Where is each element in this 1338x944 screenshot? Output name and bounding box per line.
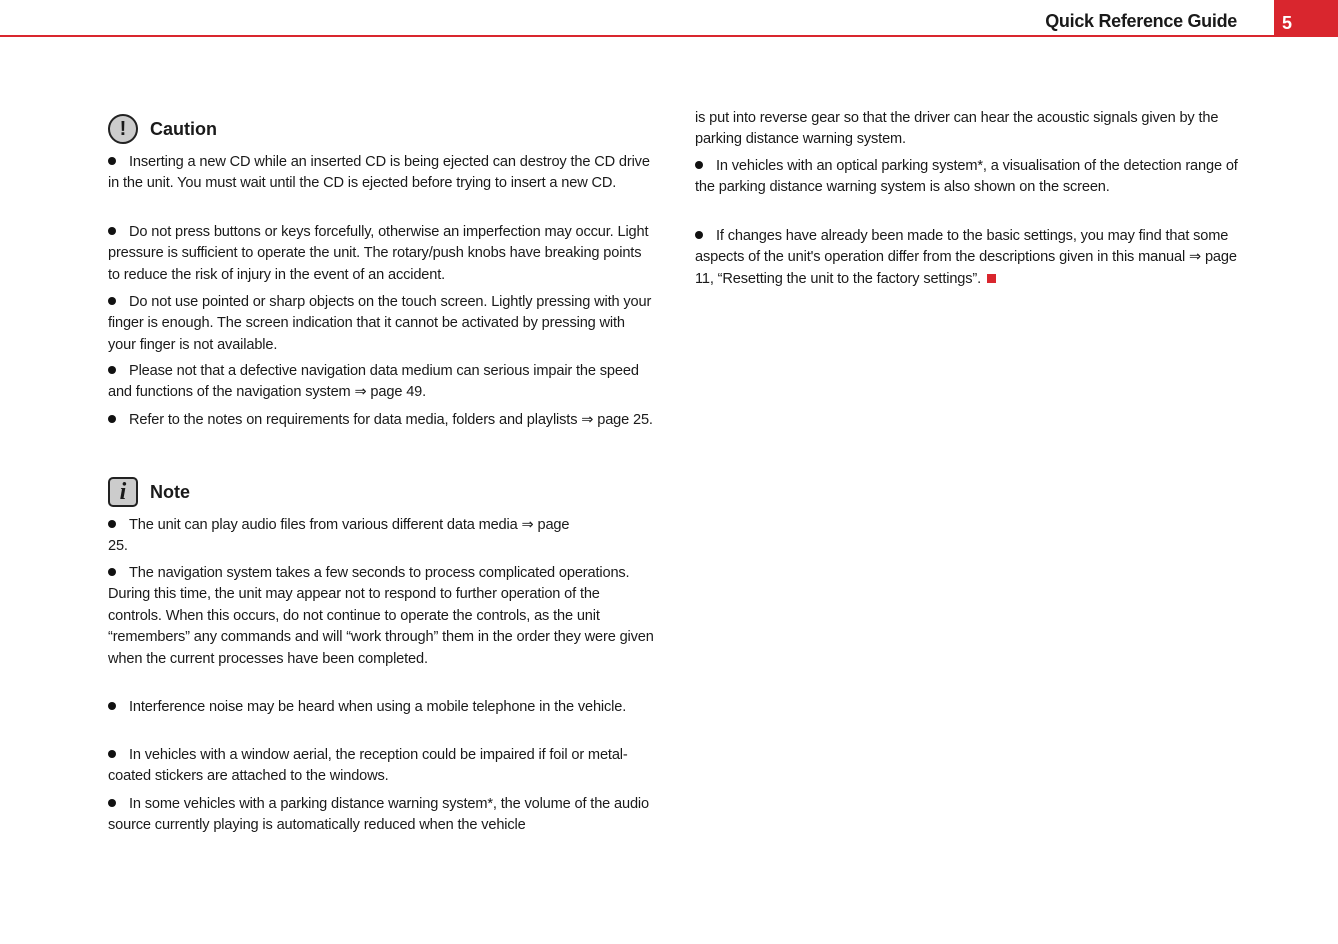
note-text: If changes have already been made to the basic settings, you may find that some aspects of the unit's operation differ from the descriptions given in this manual ⇒ page 11, “Resetting the unit to the factory settings”. [695,228,1237,287]
note-heading [108,477,190,507]
bullet-icon [108,227,116,235]
note-text: In vehicles with an optical parking system*, a visualisation of the detection range of the parking distance warning system is also shown on the screen. [695,158,1238,196]
end-marker-icon [987,274,996,283]
bullet-icon [108,702,116,710]
page-number: 5 [1274,0,1338,37]
note-text: The unit can play audio files from various different data media ⇒ page 25. [108,517,570,555]
note-item [695,156,1243,199]
caution-text: Please not that a defective navigation data medium can serious impair the speed and functions of the navigation system ⇒ page 49. [108,363,639,401]
note-item [108,745,656,788]
note-item [695,226,1243,290]
info-icon: i [108,477,138,507]
bullet-icon [108,415,116,423]
note-text: In vehicles with a window aerial, the reception could be impaired if foil or metal-coated stickers are attached to the windows. [108,747,628,785]
caution-text: Do not use pointed or sharp objects on the touch screen. Lightly pressing with your finger is enough. The screen indication that it cannot be activated by pressing with your finger is not available. [108,294,652,353]
header-rule [0,35,1274,37]
caution-text: Refer to the notes on requirements for data media, folders and playlists ⇒ page 25. [129,412,653,428]
header-title: Quick Reference Guide [1045,11,1237,31]
caution-item [108,410,656,431]
bullet-icon [108,297,116,305]
note-item [108,563,656,670]
bullet-icon [695,231,703,239]
note-title: Note [150,481,190,502]
caution-item [108,222,656,286]
note-item [108,794,656,837]
caution-item [108,292,656,356]
caution-text: Do not press buttons or keys forcefully, otherwise an imperfection may occur. Light pressure is sufficient to operate the unit. The rotary/push knobs have breaking points to reduce the risk of injury in the event of an accident. [108,224,649,283]
bullet-icon [108,366,116,374]
note-text: The navigation system takes a few seconds to process complicated operations. During this time, the unit may appear not to respond to further operation of the controls. When this occurs, do not continue to operate the controls, as the unit “remembers” any commands and will “work through” them in the order they were given when the current processes have been completed. [108,565,654,667]
note-text: Interference noise may be heard when using a mobile telephone in the vehicle. [129,699,627,715]
note-text: In some vehicles with a parking distance warning system*, the volume of the audio source currently playing is automatically reduced when the vehicle [108,796,649,834]
bullet-icon [108,568,116,576]
caution-heading [108,114,217,144]
caution-icon: ! [108,114,138,144]
caution-text: Inserting a new CD while an inserted CD is being ejected can destroy the CD drive in the unit. You must wait until the CD is ejected before trying to insert a new CD. [108,154,650,192]
bullet-icon [108,520,116,528]
note-item [108,697,656,718]
bullet-icon [108,799,116,807]
bullet-icon [108,157,116,165]
note-item [108,515,588,558]
caution-title: Caution [150,118,217,139]
bullet-icon [695,161,703,169]
caution-item [108,361,656,404]
caution-item [108,152,656,195]
bullet-icon [108,750,116,758]
note-continued: is put into reverse gear so that the driver can hear the acoustic signals given by the parking distance warning system. [695,110,1219,148]
